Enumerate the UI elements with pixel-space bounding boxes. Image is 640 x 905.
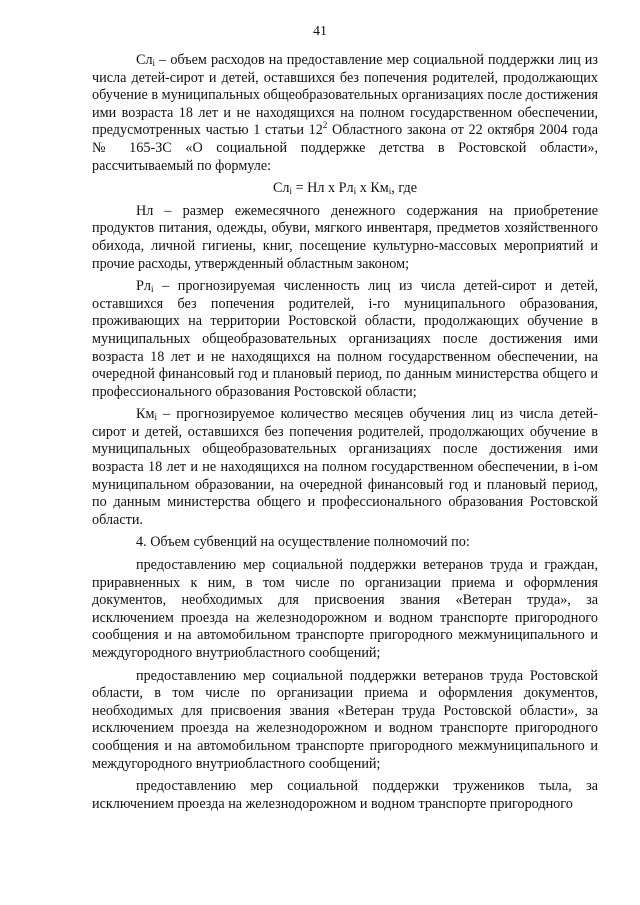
formula (92, 180, 598, 198)
page-number: 41 (313, 24, 327, 39)
paragraph-sl-definition (92, 52, 598, 175)
symbol-sl: Сл (136, 52, 153, 68)
formula-part-3: x Км (356, 180, 389, 197)
formula-sub-1: i (289, 186, 293, 197)
formula-part-4: , где (391, 180, 418, 197)
sl-definition-text: – объем расходов на предоставление мер социальной поддержки лиц из числа детей-сирот и детей, оставшихся без попечения родителей, продолжающих обучение в муниципальных общеобразовательных организациях после достижения ими возраста 18 лет и не находящихся на полном государственном обеспечении, предусмотренных частью 1 статьи 12 (92, 52, 598, 139)
rl-definition-text: – прогнозируемая численность лиц из числа детей-сирот и детей, оставшихся без попечения родителей, i-го муниципального образования, проживающих на территории Ростовской области, продолжающих обучение в муниципальных общеобразовательных организациях после достижения ими возраста 18 лет и не находящихся на полном государственном обеспечении, на очередной финансовый год и плановый период, по данным министерства общего и профессионального образования Ростовской области; (92, 278, 598, 400)
formula-part-1: Сл (272, 180, 290, 197)
article-superscript: 2 (322, 120, 328, 131)
symbol-sl-subscript: i (152, 58, 156, 68)
formula-part-2: = Нл x Рл (292, 180, 354, 197)
km-definition-text: – прогнозируемое количество месяцев обучения лиц из числа детей-сирот и детей, оставшихся без попечения родителей, продолжающих обучение в муниципальных общеобразовательных организациях после достижения ими возраста 18 лет и не находящихся на полном государственном обеспечении, в i-ом муниципальном образовании, на очередной финансовый год и плановый период, по данным министерства общего и профессионального образования Ростовской области. (92, 406, 598, 528)
symbol-km: Км (136, 406, 155, 423)
sl-definition-text-continued: Областного закона от 22 октября 2004 года № 165-ЗС «О социальной поддержке детства в Ростовской области», рассчитываемый по формуле: (92, 122, 598, 174)
symbol-rl: Рл (136, 278, 151, 295)
paragraph-km-definition (92, 406, 598, 529)
symbol-rl-subscript: i (150, 284, 154, 295)
formula-sub-2: i (353, 186, 357, 197)
section-4-heading: 4. Объем субвенций на осуществление полномочий по: (136, 534, 470, 551)
symbol-km-subscript: i (154, 412, 157, 423)
document-body (92, 52, 598, 818)
paragraph-labor-veterans: предоставлению мер социальной поддержки ветеранов труда и граждан, приравненных к ним, в том числе по организации приема и оформления документов, необходимых для присвоения звания «Ветеран труда», за исключением проезда на железнодорожном и водном транспорте пригородного сообщения и на автомобильном транспорте пригородного межмуниципального и междугородного внутриобластного сообщений; (92, 557, 598, 661)
formula-sub-3: i (388, 186, 392, 197)
paragraph-home-front-workers: предоставлению мер социальной поддержки тружеников тыла, за исключением проезда на железнодорожном и водном транспорте пригородного (92, 778, 598, 812)
paragraph-rl-definition (92, 278, 598, 401)
paragraph-nl-definition: Нл – размер ежемесячного денежного содержания на приобретение продуктов питания, одежды, обуви, мягкого инвентаря, предметов хозяйственного обихода, личной гигиены, книг, посещение культурно-массовых мероприятий и прочие расходы, утвержденный областным законом; (92, 202, 598, 272)
paragraph-rostov-labor-veterans: предоставлению мер социальной поддержки ветеранов труда Ростовской области, в том числе по организации приема и оформления документов, необходимых для присвоения звания «Ветеран труда Ростовской области», за исключением проезда на железнодорожном и водном транспорте пригородного сообщения и на автомобильном транспорте пригородного межмуниципального и междугородного внутриобластного сообщений; (92, 667, 598, 772)
